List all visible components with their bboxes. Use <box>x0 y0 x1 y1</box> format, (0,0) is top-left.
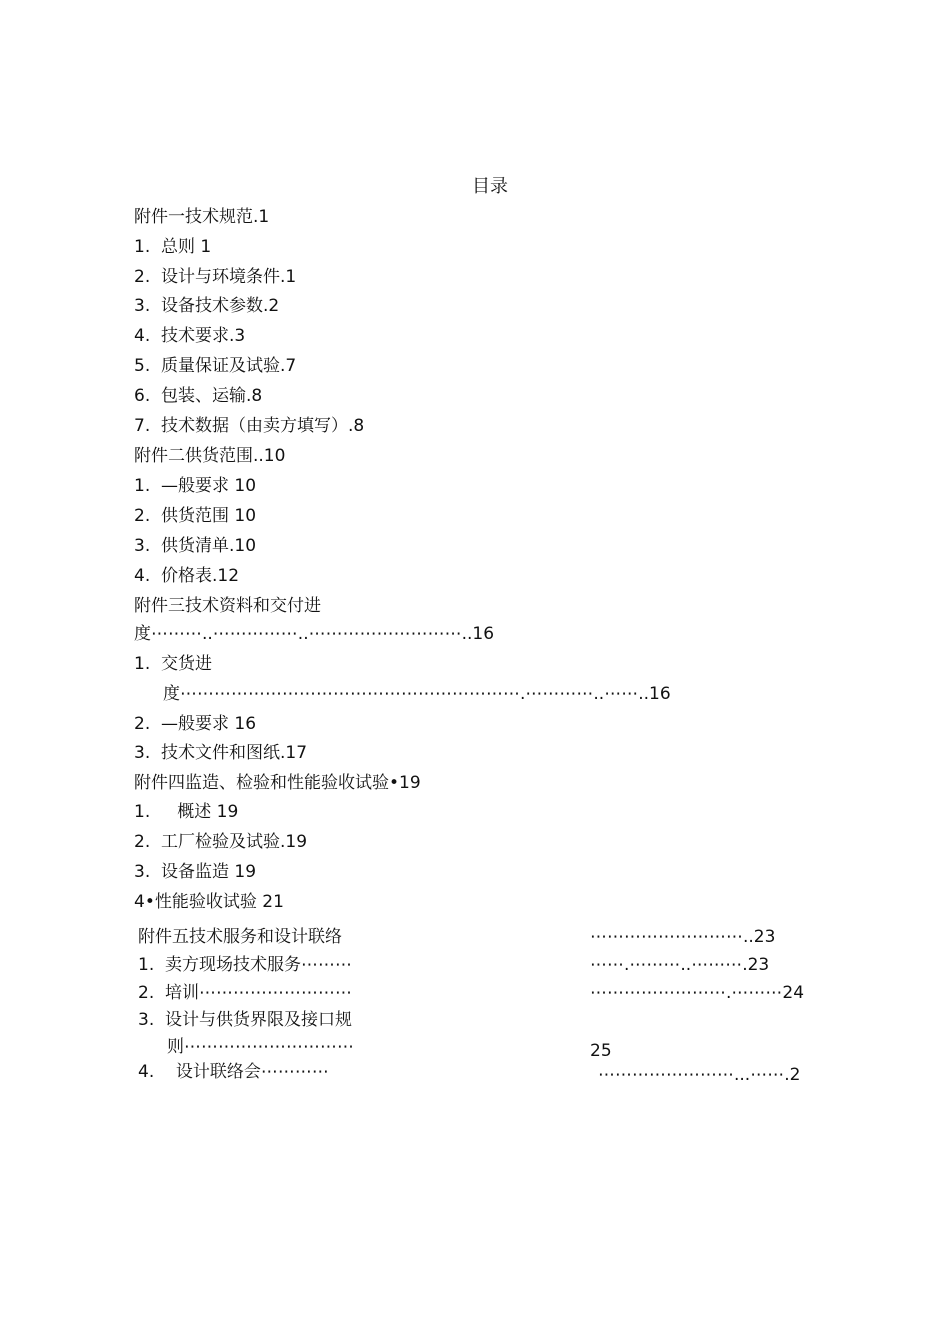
toc-line-8: 附件二供货范围..10 <box>134 446 286 466</box>
toc-line-12: 4. 价格表.12 <box>134 566 240 586</box>
toc-col-left-5: 4. 设计联络会⋯⋯⋯⋯ <box>138 1062 329 1082</box>
toc-line-9: 1. —般要求 10 <box>134 476 257 496</box>
toc-line-20: 1. 概述 19 <box>134 802 239 822</box>
toc-line-4: 4. 技术要求.3 <box>134 326 246 346</box>
toc-line-15: 1. 交货进 <box>134 654 213 674</box>
toc-line-0: 附件一技术规范.1 <box>134 207 270 227</box>
toc-col-left-0: 附件五技术服务和设计联络 <box>138 927 342 947</box>
toc-line-19: 附件四监造、检验和性能验收试验•19 <box>134 773 421 793</box>
toc-line-10: 2. 供货范围 10 <box>134 506 257 526</box>
toc-col-right-5: ⋯⋯⋯⋯⋯⋯⋯⋯...⋯⋯.2 <box>598 1065 801 1085</box>
toc-col-right-0: ⋯⋯⋯⋯⋯⋯⋯⋯⋯..23 <box>590 927 776 947</box>
toc-line-2: 2. 设计与环境条件.1 <box>134 267 297 287</box>
toc-col-right-1: ⋯⋯.⋯⋯⋯..⋯⋯⋯.23 <box>590 955 770 975</box>
toc-line-3: 3. 设备技术参数.2 <box>134 296 280 316</box>
toc-line-23: 4•性能验收试验 21 <box>134 892 284 912</box>
toc-line-13: 附件三技术资料和交付进 <box>134 596 321 616</box>
toc-line-21: 2. 工厂检验及试验.19 <box>134 832 308 852</box>
toc-col-left-4: 则⋯⋯⋯⋯⋯⋯⋯⋯⋯⋯ <box>167 1037 354 1057</box>
toc-line-18: 3. 技术文件和图纸.17 <box>134 743 308 763</box>
toc-col-left-3: 3. 设计与供货界限及接口规 <box>138 1010 353 1030</box>
toc-line-11: 3. 供货清单.10 <box>134 536 257 556</box>
toc-col-left-1: 1. 卖方现场技术服务⋯⋯⋯ <box>138 955 353 975</box>
toc-col-right-2: ⋯⋯⋯⋯⋯⋯⋯⋯.⋯⋯⋯24 <box>590 983 805 1003</box>
toc-col-left-2: 2. 培训⋯⋯⋯⋯⋯⋯⋯⋯⋯ <box>138 983 353 1003</box>
toc-title: 目录 <box>472 176 508 197</box>
toc-line-5: 5. 质量保证及试验.7 <box>134 356 297 376</box>
toc-line-7: 7. 技术数据（由卖方填写）.8 <box>134 416 365 436</box>
toc-line-14: 度⋯⋯⋯..⋯⋯⋯⋯⋯..⋯⋯⋯⋯⋯⋯⋯⋯⋯..16 <box>134 624 495 644</box>
toc-line-22: 3. 设备监造 19 <box>134 862 257 882</box>
toc-line-6: 6. 包装、运输.8 <box>134 386 263 406</box>
toc-line-1: 1. 总则 1 <box>134 237 212 257</box>
toc-line-17: 2. —般要求 16 <box>134 714 257 734</box>
toc-line-16: 度⋯⋯⋯⋯⋯⋯⋯⋯⋯⋯⋯⋯⋯⋯⋯⋯⋯⋯⋯⋯.⋯⋯⋯⋯..⋯⋯..16 <box>163 684 671 704</box>
toc-col-right-4: 25 <box>590 1041 612 1061</box>
